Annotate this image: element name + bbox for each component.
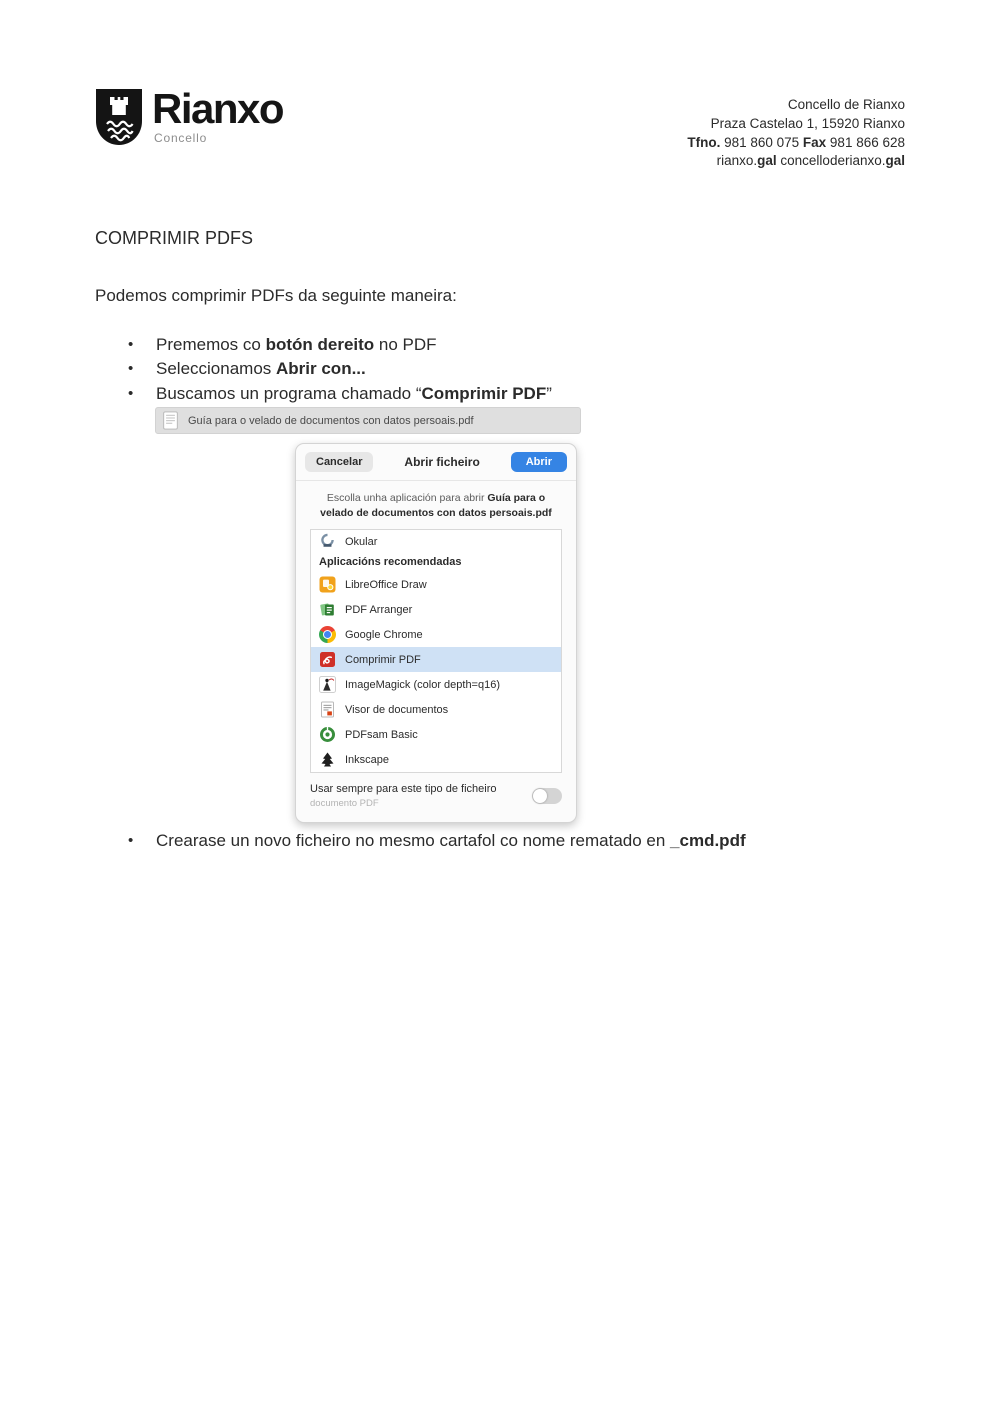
application-list	[310, 529, 562, 773]
file-row	[155, 407, 581, 434]
app-label: Okular	[345, 536, 378, 548]
app-label: PDF Arranger	[345, 603, 413, 616]
app-row-okular[interactable]	[311, 530, 561, 549]
dialog-header	[296, 444, 576, 480]
app-row-visor-documentos[interactable]	[311, 697, 561, 722]
google-chrome-icon	[319, 626, 336, 643]
app-label: Inkscape	[345, 753, 390, 766]
always-use-toggle[interactable]	[532, 788, 562, 804]
document-viewer-icon	[319, 701, 336, 718]
file-type-label: documento PDF	[310, 798, 379, 809]
always-use-label: Usar sempre para este tipo de ficheiro	[310, 783, 497, 795]
contact-org: Concello de Rianxo	[787, 97, 905, 112]
list-item: • Buscamos un programa chamado “Comprimir PDF”	[128, 382, 552, 406]
comprimir-pdf-icon	[319, 651, 336, 668]
open-button[interactable]: Abrir	[511, 452, 567, 472]
inkscape-icon	[319, 751, 336, 768]
document-icon	[163, 411, 178, 430]
list-item: • Seleccionamos Abrir con...	[128, 357, 552, 381]
app-row-imagemagick[interactable]	[311, 672, 561, 697]
rianxo-logo	[95, 85, 284, 146]
instruction-list	[128, 333, 552, 406]
app-row-pdfsam-basic[interactable]	[311, 722, 561, 747]
imagemagick-icon	[319, 676, 336, 693]
app-row-inkscape[interactable]	[311, 747, 561, 772]
recommended-apps-header: Aplicacións recomendadas	[319, 556, 462, 568]
list-item: • Crearase un novo ficheiro no mesmo cartafol co nome rematado en _cmd.pdf	[128, 829, 746, 853]
letterhead-contact	[687, 96, 905, 171]
cancel-button[interactable]: Cancelar	[305, 452, 373, 472]
libreoffice-draw-icon	[319, 576, 336, 593]
app-row-google-chrome[interactable]	[311, 622, 561, 647]
dialog-prompt: Escolla unha aplicación para abrir Guía para o velado de documentos con datos persoais.pdf	[320, 492, 552, 519]
app-label: Comprimir PDF	[345, 653, 421, 666]
rianxo-crest-icon	[95, 88, 143, 146]
pdf-arranger-icon	[319, 601, 336, 618]
dialog-title: Abrir ficheiro	[404, 455, 480, 469]
app-row-comprimir-pdf[interactable]	[311, 647, 561, 672]
pdfsam-icon	[319, 726, 336, 743]
app-row-pdf-arranger[interactable]	[311, 597, 561, 622]
app-label: LibreOffice Draw	[345, 578, 427, 591]
contact-web-line: rianxo.gal concelloderianxo.gal	[716, 153, 905, 169]
toggle-knob	[533, 789, 547, 803]
app-row-libreoffice-draw[interactable]	[311, 572, 561, 597]
dialog-footer	[296, 773, 576, 822]
embedded-screenshot	[155, 407, 581, 823]
logo-subtitle: Concello	[154, 131, 208, 145]
open-with-dialog	[295, 443, 577, 823]
app-label: PDFsam Basic	[345, 728, 418, 741]
list-item: • Prememos co botón dereito no PDF	[128, 333, 552, 357]
page-title: COMPRIMIR PDFS	[95, 228, 254, 248]
intro-paragraph: Podemos comprimir PDFs da seguinte maneira:	[95, 286, 457, 305]
app-label: ImageMagick (color depth=q16)	[345, 678, 500, 691]
contact-address: Praza Castelao 1, 15920 Rianxo	[710, 115, 905, 131]
contact-phone-line: Tfno. 981 860 075 Fax 981 866 628	[687, 134, 905, 150]
logo-title: Rianxo	[152, 85, 284, 132]
okular-icon	[319, 533, 336, 548]
file-name: Guía para o velado de documentos con datos persoais.pdf	[188, 414, 474, 427]
app-label: Google Chrome	[345, 628, 423, 641]
app-label: Visor de documentos	[345, 703, 449, 716]
